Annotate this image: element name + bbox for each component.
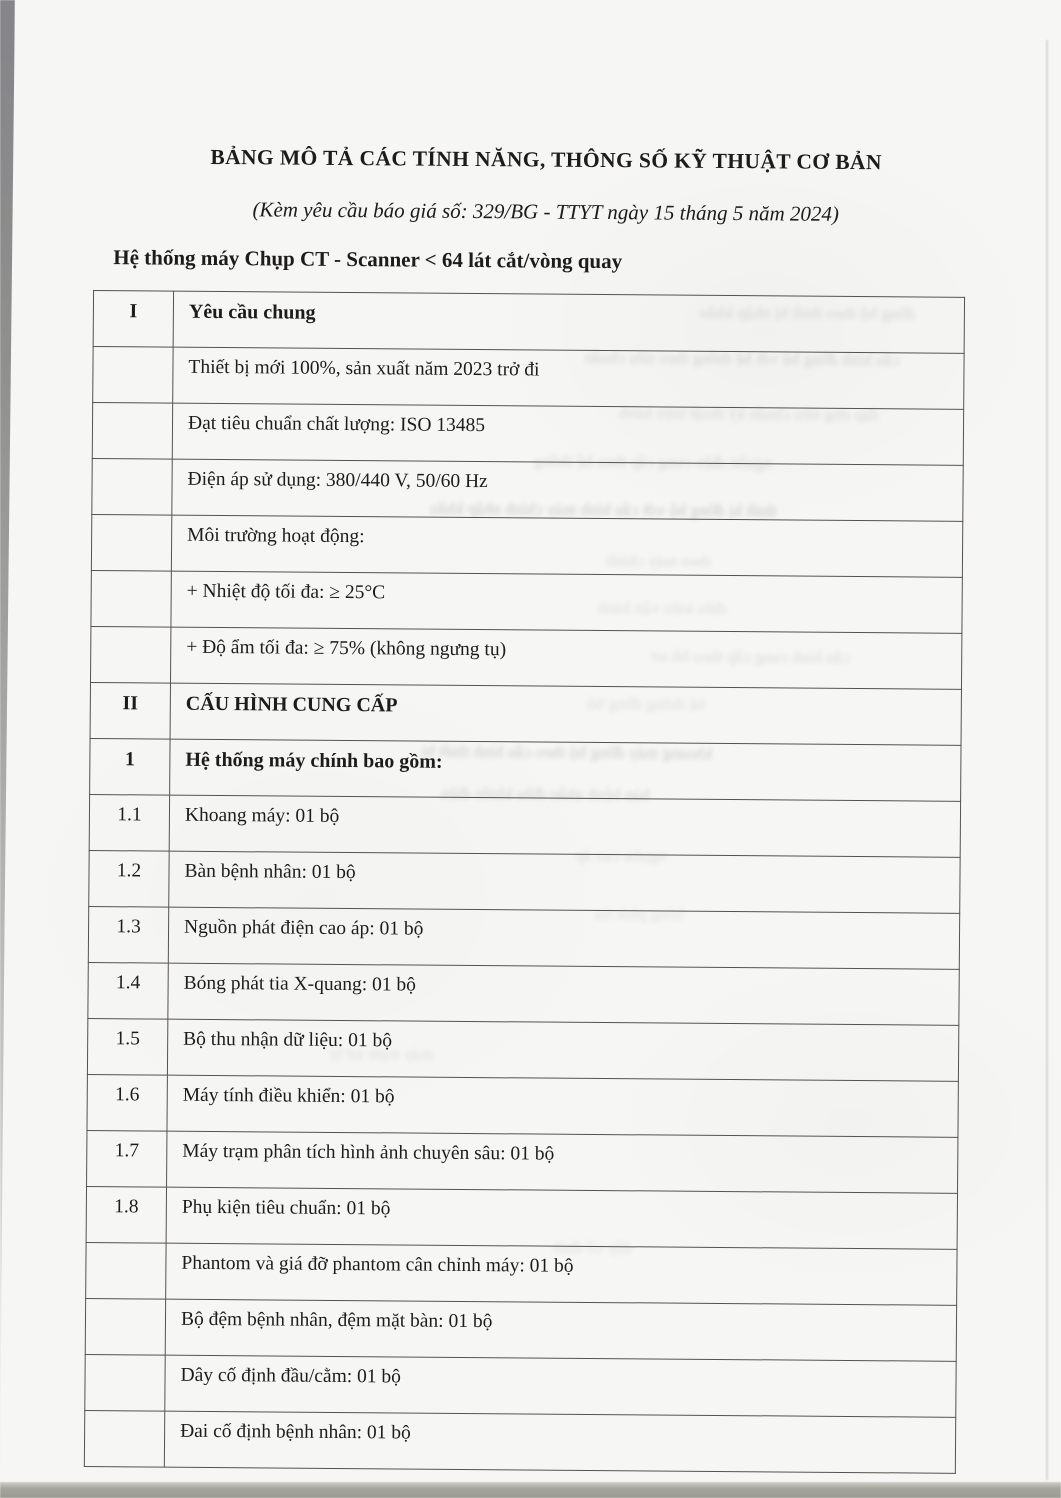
spec-row: [86, 1187, 957, 1250]
spec-row-number: [86, 1242, 166, 1299]
spec-row: [93, 347, 964, 410]
spec-row-text: Khoang máy: 01 bộ: [169, 795, 960, 857]
spec-row-number: 1.3: [88, 907, 168, 964]
spec-row: [87, 1019, 958, 1082]
spec-row-number: 1.2: [89, 851, 169, 908]
scan-right-fold-line: [1046, 40, 1048, 1480]
spec-row: [86, 1242, 957, 1305]
spec-row-text: Nguồn phát điện cao áp: 01 bộ: [168, 907, 959, 969]
spec-row: [92, 403, 963, 466]
spec-row-text: Phụ kiện tiêu chuẩn: 01 bộ: [166, 1187, 957, 1249]
spec-row-text: Môi trường hoạt động:: [171, 515, 962, 577]
spec-row-number: [91, 571, 171, 628]
spec-row: [91, 515, 962, 578]
document-title: BẢNG MÔ TẢ CÁC TÍNH NĂNG, THÔNG SỐ KỸ THUẬT CƠ BẢN: [210, 144, 882, 175]
spec-row: [93, 291, 964, 354]
bleed-through-artifact: cấu hình đồng bộ với hệ thống theo tiêu chuẩn: [584, 347, 901, 370]
bleed-through-artifact: máy trạm xử lý: [329, 1043, 434, 1064]
spec-row-number: II: [90, 683, 170, 740]
spec-row-text: Bộ đệm bệnh nhân, đệm mặt bàn: 01 bộ: [165, 1299, 956, 1361]
bleed-through-artifact: điều kiện vận hành: [597, 597, 727, 619]
bleed-through-artifact: đồng bộ theo thiết bị nhập khẩu: [699, 302, 916, 324]
bleed-through-artifact: hệ thống đồng bộ: [586, 693, 706, 714]
spec-table: [84, 290, 965, 1474]
bleed-through-artifact: cấu hình cung cấp theo hồ sơ: [652, 646, 851, 667]
spec-row-text: Dây cố định đầu/cằm: 01 bộ: [165, 1355, 956, 1417]
bleed-through-artifact: khoang máy đồng bộ theo cấu hình thiết bị: [421, 741, 713, 763]
system-heading: Hệ thống máy Chụp CT - Scanner < 64 lát cắt/vòng quay: [113, 245, 623, 274]
spec-row: [84, 1410, 955, 1473]
spec-row: [92, 459, 963, 522]
spec-row-number: 1.4: [88, 963, 168, 1020]
spec-row-text: CẤU HÌNH CUNG CẤP: [170, 683, 961, 745]
spec-row: [87, 1075, 958, 1138]
spec-row-number: [85, 1354, 165, 1411]
bleed-through-artifact: thiết bị đồng bộ với cấu hình máy chính nhập khẩu: [430, 498, 777, 521]
spec-row: [90, 627, 961, 690]
spec-row: [88, 907, 959, 970]
spec-row: [88, 963, 959, 1026]
spec-row-text: + Độ ẩm tối đa: ≥ 75% (không ngưng tụ): [170, 627, 961, 689]
spec-row-number: [85, 1298, 165, 1355]
spec-row: [91, 571, 962, 634]
bleed-through-artifact: dây cố định: [552, 1237, 632, 1258]
spec-row-text: Bóng phát tia X-quang: 01 bộ: [168, 963, 959, 1025]
spec-row-number: 1.5: [87, 1019, 167, 1076]
spec-row-text: Đai cố định bệnh nhân: 01 bộ: [164, 1411, 955, 1473]
spec-row-text: Máy tính điều khiển: 01 bộ: [167, 1075, 958, 1137]
spec-row-text: Phantom và giá đỡ phantom cân chỉnh máy: 01 bộ: [166, 1243, 957, 1305]
spec-row-number: 1.8: [86, 1187, 166, 1244]
spec-row-number: [92, 459, 172, 516]
bleed-through-artifact: bàn bệnh nhân điều khiển điện: [441, 783, 650, 805]
spec-row: [89, 851, 960, 914]
bleed-through-artifact: bóng phát tia: [595, 903, 685, 924]
spec-row-number: [84, 1410, 164, 1467]
bleed-through-artifact: đáp ứng tiêu chuẩn kỹ thuật hiện hành: [619, 403, 880, 425]
spec-row-text: Điện áp sử dụng: 380/440 V, 50/60 Hz: [172, 459, 963, 521]
spec-row-text: Yêu cầu chung: [173, 291, 964, 353]
spec-row: [87, 1131, 958, 1194]
spec-row-number: [92, 403, 172, 460]
spec-row-text: Máy trạm phân tích hình ảnh chuyên sâu: 01 bộ: [167, 1131, 958, 1193]
spec-row-text: Bộ thu nhận dữ liệu: 01 bộ: [167, 1019, 958, 1081]
bleed-through-artifact: nguồn cao áp: [575, 845, 667, 866]
spec-row-number: 1: [90, 739, 170, 796]
spec-row-text: + Nhiệt độ tối đa: ≥ 25°C: [171, 571, 962, 633]
spec-row-number: 1.6: [87, 1075, 167, 1132]
spec-row-number: [91, 515, 171, 572]
spec-row-number: [90, 627, 170, 684]
spec-row: [90, 683, 961, 746]
spec-row-text: Bàn bệnh nhân: 01 bộ: [169, 851, 960, 913]
spec-row: [85, 1354, 956, 1417]
spec-row-text: Hệ thống máy chính bao gồm:: [170, 739, 961, 801]
bleed-through-artifact: theo máy chính: [605, 551, 711, 571]
spec-row-number: I: [93, 291, 173, 348]
bleed-through-artifact: nguồn điện cung cấp theo hệ thống: [533, 451, 772, 473]
spec-row: [90, 739, 961, 802]
spec-row-number: [93, 347, 173, 404]
scan-bottom-edge-shadow: [0, 1482, 1061, 1498]
spec-row-text: Đạt tiêu chuẩn chất lượng: ISO 13485: [172, 403, 963, 465]
spec-row-text: Thiết bị mới 100%, sản xuất năm 2023 trở đi: [173, 347, 964, 409]
spec-row-number: 1.7: [87, 1131, 167, 1188]
spec-row: [89, 795, 960, 858]
spec-row-number: 1.1: [89, 795, 169, 852]
document-subtitle: (Kèm yêu cầu báo giá số: 329/BG - TTYT ngày 15 tháng 5 năm 2024): [252, 197, 839, 226]
spec-row: [85, 1298, 956, 1361]
